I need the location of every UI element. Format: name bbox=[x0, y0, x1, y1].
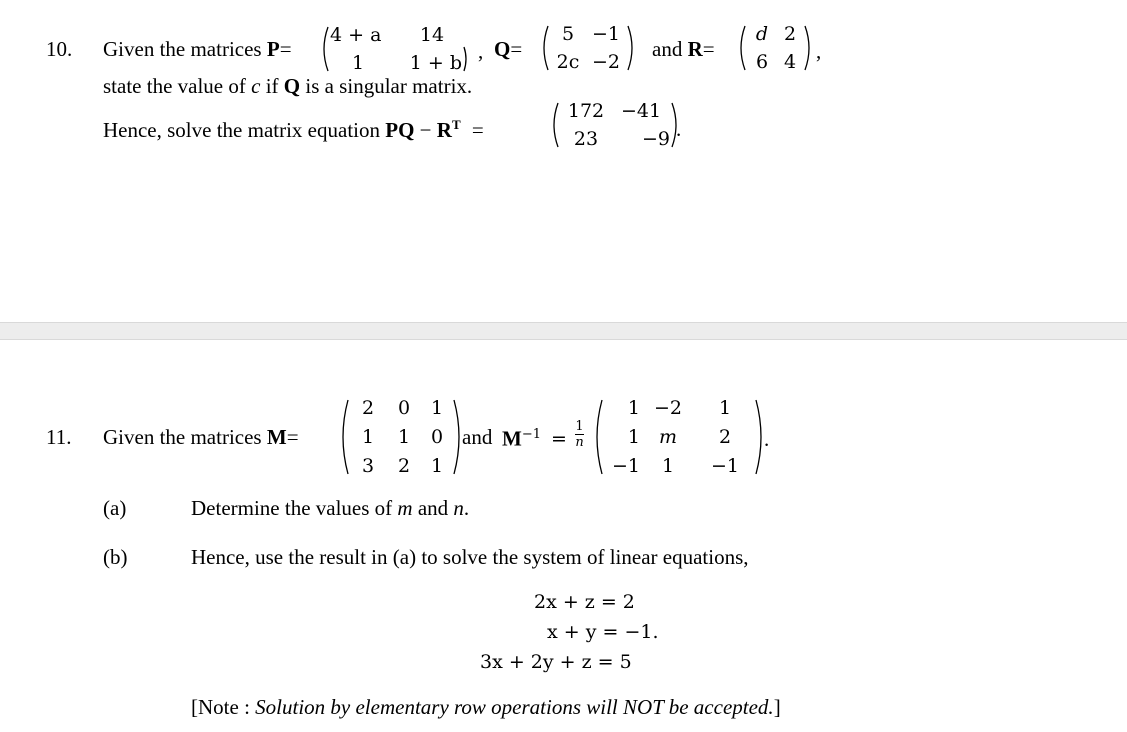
minv-cell-23: 2 bbox=[718, 426, 732, 448]
q11-intro-text: Given the matrices bbox=[103, 425, 262, 449]
page-separator bbox=[0, 322, 1127, 340]
q11-minv-exp: −1 bbox=[521, 427, 541, 442]
q11-note bbox=[191, 695, 781, 719]
note-close: ] bbox=[773, 695, 781, 719]
result-cell-21: 23 bbox=[573, 128, 599, 150]
q11-fraction bbox=[575, 420, 584, 449]
minv-cell-21: 1 bbox=[627, 426, 640, 448]
minv-cell-33: −1 bbox=[710, 455, 739, 477]
result-cell-12: −41 bbox=[620, 100, 662, 122]
q10-line2-mid: if bbox=[265, 74, 279, 98]
q-cell-12: −1 bbox=[591, 23, 620, 45]
minv-cell-11: 1 bbox=[627, 397, 640, 419]
q-cell-21: 2c bbox=[556, 51, 580, 73]
r-cell-12: 2 bbox=[783, 23, 797, 45]
q10-p-eq: = bbox=[279, 37, 292, 61]
p-cell-22: 1 + b bbox=[409, 52, 462, 74]
equation-2: x + y = −1. bbox=[547, 621, 659, 643]
left-paren-icon bbox=[538, 24, 550, 72]
q11-a-end: . bbox=[463, 496, 470, 520]
q10-intro bbox=[103, 37, 292, 61]
minv-cell-22: m bbox=[658, 426, 678, 448]
q10-and bbox=[652, 37, 715, 61]
right-paren-icon bbox=[462, 25, 474, 73]
q11-intro bbox=[103, 425, 299, 449]
result-cell-22: −9 bbox=[641, 128, 670, 150]
matrix-m-inverse bbox=[590, 398, 768, 476]
p-cell-12: 14 bbox=[419, 24, 445, 46]
fraction-numerator: 1 bbox=[575, 419, 584, 434]
q11-a-label: (a) bbox=[103, 496, 127, 520]
q-cell-11: 5 bbox=[561, 23, 575, 45]
q11-minv-letter: M bbox=[502, 426, 522, 451]
q10-r-label: R bbox=[687, 37, 703, 61]
matrix-m bbox=[336, 398, 466, 476]
q11-a-m: m bbox=[397, 496, 413, 520]
q-cell-22: −2 bbox=[591, 51, 620, 73]
q10-line3-eq: = bbox=[471, 118, 484, 142]
minv-cell-32: 1 bbox=[661, 455, 675, 477]
q10-q-letter: Q bbox=[494, 37, 511, 61]
matrix-result bbox=[548, 101, 682, 149]
matrix-p bbox=[318, 25, 474, 73]
q11-m-eq: = bbox=[286, 425, 299, 449]
left-paren-icon bbox=[336, 398, 350, 476]
q10-line3-r: R bbox=[436, 118, 452, 142]
q11-m-label: M bbox=[266, 425, 287, 449]
q10-r-comma: , bbox=[816, 39, 822, 63]
q10-intro-text: Given the matrices bbox=[103, 37, 262, 61]
minv-cell-13: 1 bbox=[718, 397, 732, 419]
p-cell-21: 1 bbox=[352, 52, 365, 74]
q11-a-n: n bbox=[453, 496, 464, 520]
equation-1: 2x + z = 2 bbox=[534, 591, 635, 613]
note-open: [Note : bbox=[191, 695, 256, 719]
left-paren-icon bbox=[318, 25, 330, 73]
q10-line3-t: T bbox=[451, 117, 461, 132]
m-cell-22: 1 bbox=[397, 426, 411, 448]
q10-line2-q: Q bbox=[283, 74, 301, 98]
left-paren-icon bbox=[590, 398, 604, 476]
equation-3: 3x + 2y + z = 5 bbox=[480, 651, 632, 673]
r-cell-21: 6 bbox=[755, 51, 769, 73]
q10-p-comma: , bbox=[478, 39, 484, 63]
q10-line2-post: is a singular matrix. bbox=[305, 74, 473, 98]
q11-minv-eq: = bbox=[551, 428, 567, 451]
q11-a-text bbox=[191, 496, 469, 520]
m-cell-21: 1 bbox=[361, 426, 375, 448]
q11-a-pre: Determine the values of bbox=[191, 496, 393, 520]
q10-line2-var: c bbox=[251, 74, 261, 98]
m-cell-13: 1 bbox=[430, 397, 444, 419]
right-paren-icon bbox=[803, 24, 815, 72]
result-cell-11: 172 bbox=[567, 100, 605, 122]
q11-period: . bbox=[764, 427, 770, 451]
r-cell-11: d bbox=[755, 23, 769, 45]
m-cell-33: 1 bbox=[430, 455, 444, 477]
minv-cell-12: −2 bbox=[653, 397, 682, 419]
q11-b-text: Hence, use the result in (a) to solve the system of linear equations, bbox=[191, 545, 749, 569]
left-paren-icon bbox=[735, 24, 747, 72]
q10-p-label: P bbox=[266, 37, 280, 61]
r-cell-22: 4 bbox=[783, 51, 797, 73]
q10-number: 10. bbox=[46, 37, 73, 61]
left-paren-icon bbox=[548, 101, 560, 149]
q10-line3-pq: PQ bbox=[385, 118, 415, 142]
q10-period: . bbox=[676, 117, 682, 141]
q10-line2 bbox=[103, 74, 472, 98]
q11-a-and: and bbox=[417, 496, 449, 520]
q11-minv-label bbox=[502, 424, 567, 450]
q10-q-eq: = bbox=[510, 37, 523, 61]
note-text: Solution by elementary row operations will NOT be accepted. bbox=[255, 695, 774, 719]
q10-r-eq: = bbox=[702, 37, 715, 61]
m-cell-11: 2 bbox=[361, 397, 375, 419]
m-cell-23: 0 bbox=[430, 426, 444, 448]
q11-and: and bbox=[462, 425, 493, 449]
q11-number: 11. bbox=[46, 425, 72, 449]
p-cell-11: 4 + a bbox=[330, 24, 382, 46]
minv-cell-31: −1 bbox=[611, 455, 640, 477]
q10-line2-pre: state the value of bbox=[103, 74, 246, 98]
fraction-denominator: n bbox=[575, 435, 584, 450]
right-paren-icon bbox=[626, 24, 638, 72]
m-cell-12: 0 bbox=[397, 397, 411, 419]
q10-line3 bbox=[103, 113, 484, 142]
q11-b-label: (b) bbox=[103, 545, 128, 569]
m-cell-31: 3 bbox=[361, 455, 375, 477]
m-cell-32: 2 bbox=[397, 455, 411, 477]
matrix-q bbox=[538, 24, 638, 72]
matrix-r bbox=[735, 24, 815, 72]
q10-and-text: and bbox=[652, 37, 683, 61]
q10-line3-pre: Hence, solve the matrix equation bbox=[103, 118, 380, 142]
q10-q-label bbox=[494, 37, 522, 61]
q10-line3-minus: − bbox=[414, 118, 437, 142]
